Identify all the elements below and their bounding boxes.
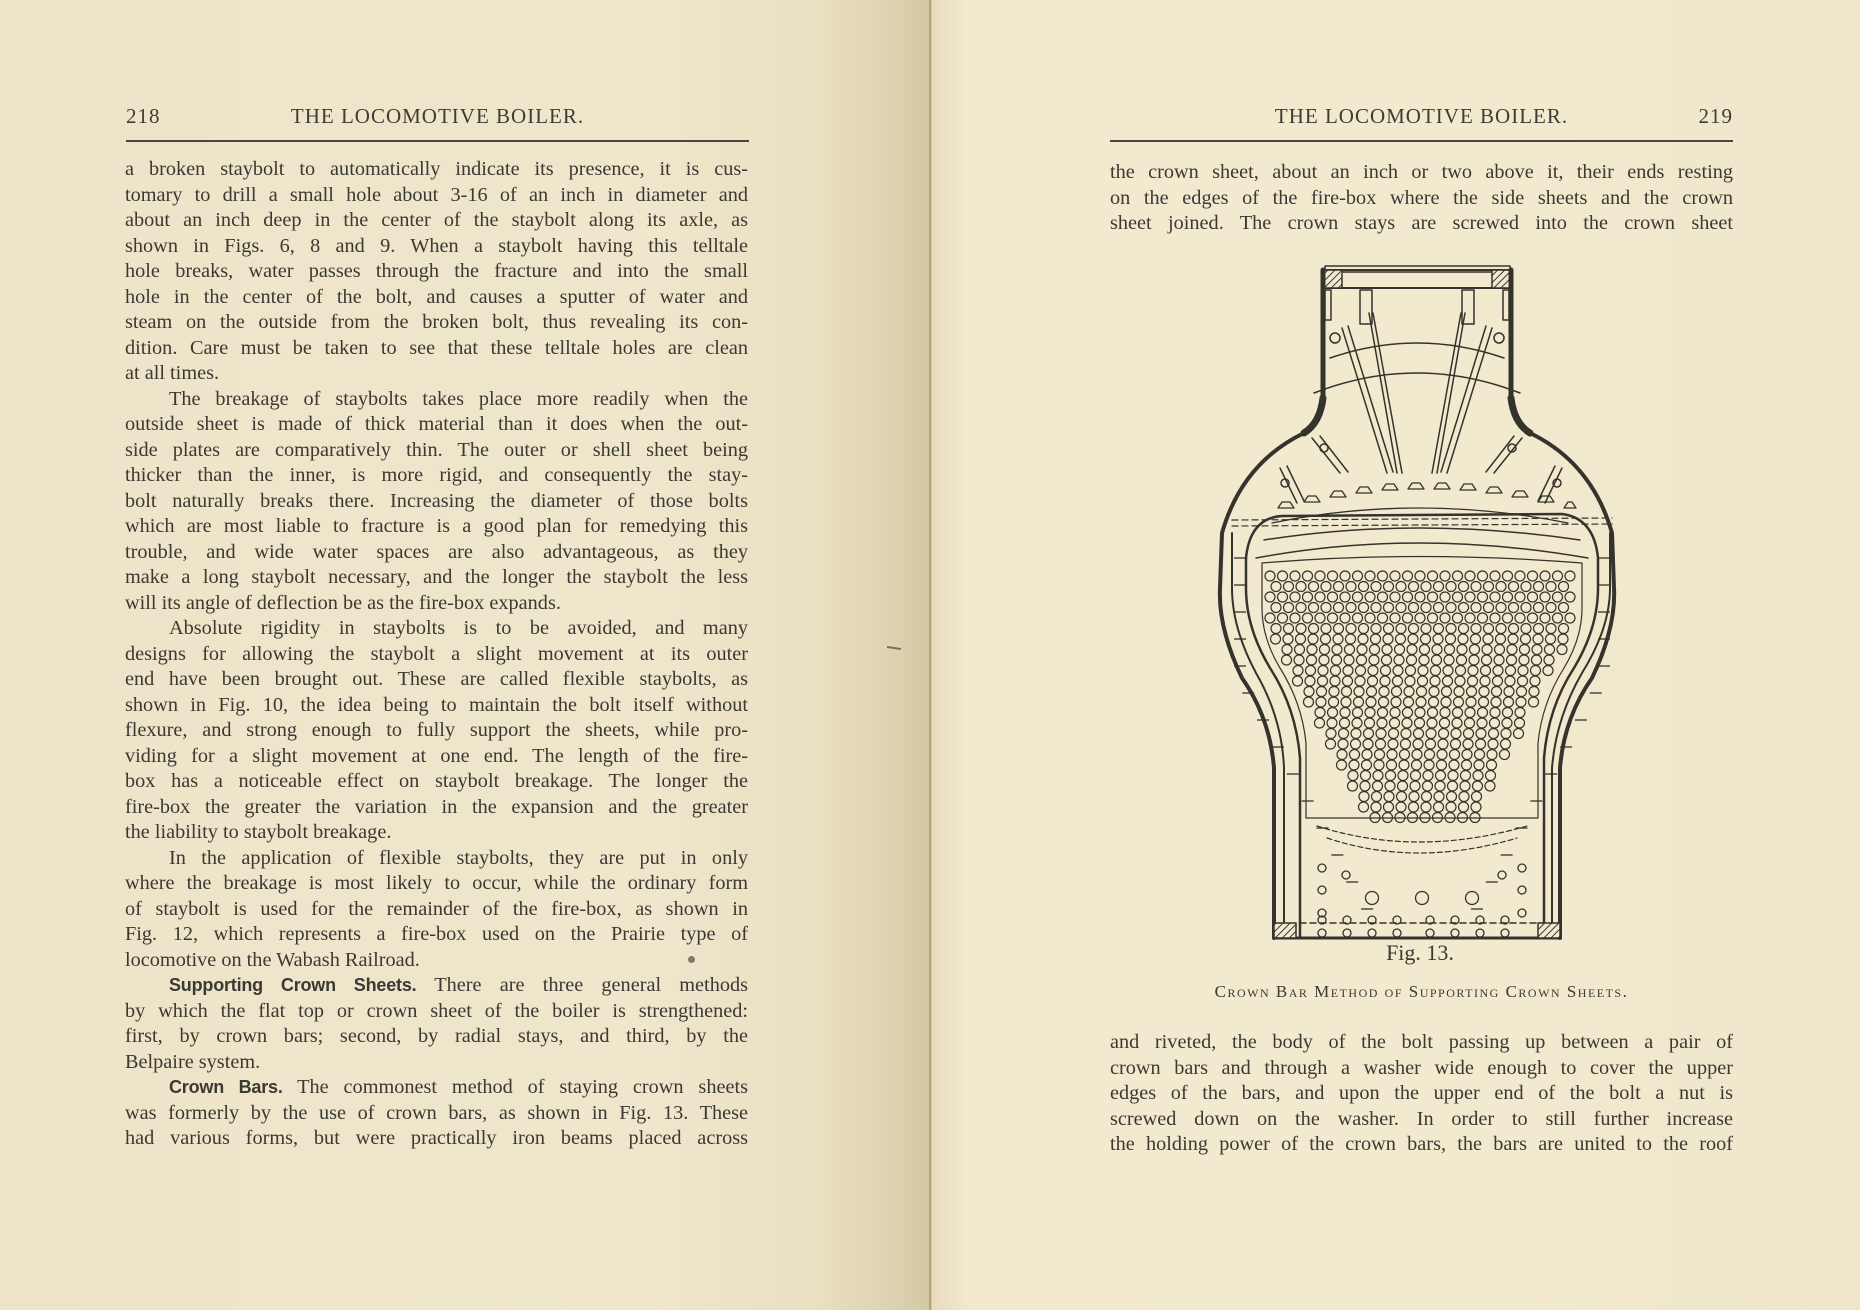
section-heading: Supporting Crown Sheets.	[169, 975, 417, 995]
figure-label: Fig. 13.	[1386, 940, 1454, 965]
text-line: In the application of flexible staybolts, they are put in only	[169, 846, 748, 869]
text-line: the liability to staybolt breakage.	[125, 821, 392, 843]
page-number-left: 218	[126, 104, 161, 128]
text-line: where the breakage is most likely to occur, while the ordinary form	[125, 872, 748, 894]
text-line: box has a noticeable effect on staybolt breakage. The longer the	[125, 770, 748, 792]
text-line-rest: There are three general methods	[416, 974, 749, 996]
text-line: designs for allowing the staybolt a slight movement at its outer	[125, 642, 748, 665]
header-rule-left	[126, 140, 749, 142]
text-line: on the edges of the fire-box where the side sheets and the crown	[1110, 186, 1733, 209]
left-running-head	[126, 104, 749, 134]
section-heading: Crown Bars.	[169, 1077, 283, 1097]
figure-caption: Crown Bar Method of Supporting Crown Sheets.	[1214, 982, 1629, 1001]
text-line: Belpaire system.	[125, 1050, 261, 1073]
text-line: will its angle of deflection be as the fire-box expands.	[125, 591, 561, 614]
text-line: make a long staybolt necessary, and the longer the staybolt the less	[125, 566, 748, 588]
text-line: outside sheet is made of thick material than it does when the out-	[125, 413, 748, 435]
text-line: side plates are comparatively thin. The outer or shell sheet being	[125, 438, 748, 461]
margin-mark	[887, 646, 901, 650]
text-line: the crown sheet, about an inch or two above it, their ends resting	[1110, 161, 1733, 183]
text-line: Fig. 12, which represents a fire-box used on the Prairie type of	[125, 923, 748, 945]
text-line: fire-box the greater the variation in the expansion and the greater	[125, 795, 748, 818]
text-line: sheet joined. The crown stays are screwed into the crown sheet	[1110, 212, 1733, 234]
text-line: the holding power of the crown bars, the bars are united to the roof	[1110, 1133, 1733, 1155]
text-line: about an inch deep in the center of the staybolt along its axle, as	[125, 209, 748, 231]
right-running-head	[1110, 104, 1733, 134]
header-rule-right	[1110, 140, 1733, 142]
left-body-text	[125, 157, 748, 1152]
text-line	[125, 1075, 748, 1101]
text-line: crown bars and through a washer wide enough to cover the upper	[1110, 1056, 1733, 1079]
text-line: which are most liable to fracture is a good plan for remedying this	[125, 515, 748, 537]
text-line: had various forms, but were practically iron beams placed across	[125, 1127, 748, 1149]
text-line: flexure, and strong enough to fully support the sheets, while pro-	[125, 719, 748, 741]
text-line: thicker than the inner, is more rigid, and consequently the stay-	[125, 464, 748, 486]
firebox-cross-section-drawing	[1212, 258, 1632, 948]
text-line: shown in Figs. 6, 8 and 9. When a staybolt having this telltale	[125, 234, 748, 257]
text-line: first, by crown bars; second, by radial stays, and third, by the	[125, 1025, 748, 1047]
text-line: trouble, and wide water spaces are also advantageous, as they	[125, 540, 748, 563]
text-line: locomotive on the Wabash Railroad.	[125, 948, 420, 971]
text-line: hole in the center of the bolt, and causes a sputter of water and	[125, 285, 748, 308]
text-line: screwed down on the washer. In order to still further increase	[1110, 1107, 1733, 1130]
text-line: steam on the outside from the broken bolt, thus revealing its con-	[125, 311, 748, 333]
text-line: by which the flat top or crown sheet of the boiler is strengthened:	[125, 999, 748, 1022]
page-number-right: 219	[1698, 104, 1733, 128]
text-line: dition. Care must be taken to see that these telltale holes are clean	[125, 336, 748, 359]
text-line: The breakage of staybolts takes place more readily when the	[169, 387, 748, 410]
text-line: of staybolt is used for the remainder of the fire-box, as shown in	[125, 897, 748, 920]
ink-speck	[688, 956, 695, 963]
text-line	[125, 973, 748, 999]
text-line: shown in Fig. 10, the idea being to maintain the bolt itself without	[125, 693, 748, 716]
text-line: and riveted, the body of the bolt passing up between a pair of	[1110, 1031, 1733, 1053]
running-title-right: THE LOCOMOTIVE BOILER.	[1274, 104, 1569, 128]
text-line: tomary to drill a small hole about 3-16 of an inch in diameter and	[125, 183, 748, 206]
text-line: viding for a slight movement at one end. The length of the fire-	[125, 744, 748, 767]
gutter	[929, 0, 931, 1310]
right-body-text-top	[1110, 160, 1733, 237]
text-line: end have been brought out. These are called flexible staybolts, as	[125, 668, 748, 690]
text-line-rest: The commonest method of staying crown sheets	[282, 1076, 748, 1098]
text-line: Absolute rigidity in staybolts is to be avoided, and many	[169, 617, 748, 639]
text-line: edges of the bars, and upon the upper end of the bolt a nut is	[1110, 1082, 1733, 1104]
figure-13-firebox-diagram	[1212, 258, 1632, 948]
text-line: bolt naturally breaks there. Increasing the diameter of those bolts	[125, 489, 748, 512]
right-body-text-bottom	[1110, 1030, 1733, 1158]
running-title-left: THE LOCOMOTIVE BOILER.	[290, 104, 585, 128]
text-line: at all times.	[125, 362, 220, 384]
text-line: was formerly by the use of crown bars, as shown in Fig. 13. These	[125, 1101, 748, 1124]
text-line: a broken staybolt to automatically indicate its presence, it is cus-	[125, 158, 748, 180]
text-line: hole breaks, water passes through the fracture and into the small	[125, 260, 748, 282]
